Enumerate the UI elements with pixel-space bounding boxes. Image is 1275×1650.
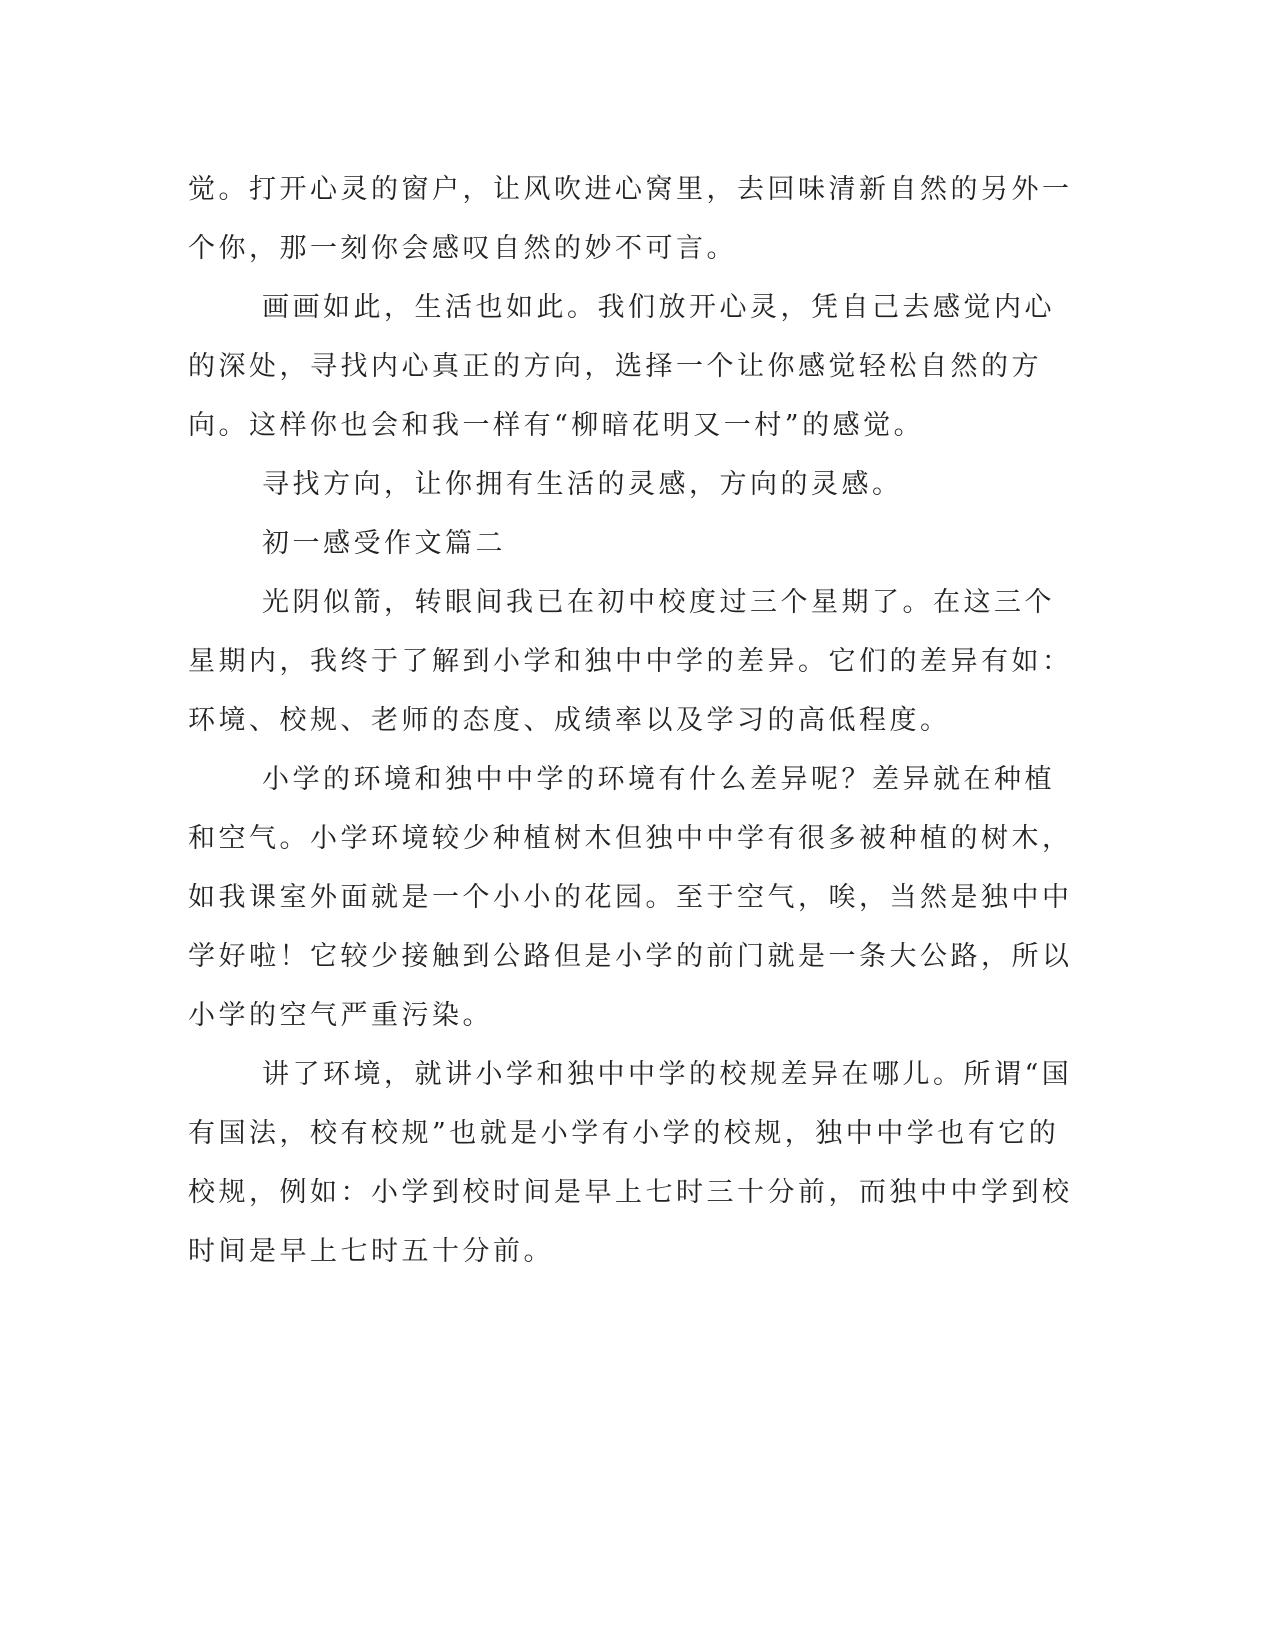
paragraph: 寻找方向，让你拥有生活的灵感，方向的灵感。	[262, 469, 903, 500]
paragraph: 画画如此，生活也如此。我们放开心灵，凭自己去感觉内心的深处，寻找内心真正的方向，选择一个让你感觉轻松自然的方向。这样你也会和我一样有“柳暗花明又一村”的感觉。	[188, 292, 1055, 441]
paragraph: 小学的环境和独中中学的环境有什么差异呢？差异就在种植和空气。小学环境较少种植树木但独中中学有很多被种植的树木，如我课室外面就是一个小小的花园。至于空气，唉，当然是独中中学好啦！它较少接触到公路但是小学的前门就是一条大公路，所以小学的空气严重污染。	[188, 764, 1073, 1031]
paragraph: 光阴似箭，转眼间我已在初中校度过三个星期了。在这三个星期内，我终于了解到小学和独中中学的差异。它们的差异有如：环境、校规、老师的态度、成绩率以及学习的高低程度。	[188, 587, 1073, 736]
paragraph-continuation: 觉。打开心灵的窗户，让风吹进心窝里，去回味清新自然的另外一个你，那一刻你会感叹自然的妙不可言。	[188, 174, 1073, 264]
paragraph: 讲了环境，就讲小学和独中中学的校规差异在哪儿。所谓“国有国法，校有校规”也就是小学有小学的校规，独中中学也有它的校规，例如：小学到校时间是早上七时三十分前，而独中中学到校时间是早上七时五十分前。	[188, 1059, 1073, 1267]
section-title: 初一感受作文篇二	[262, 528, 506, 559]
document-body	[188, 160, 1078, 1281]
